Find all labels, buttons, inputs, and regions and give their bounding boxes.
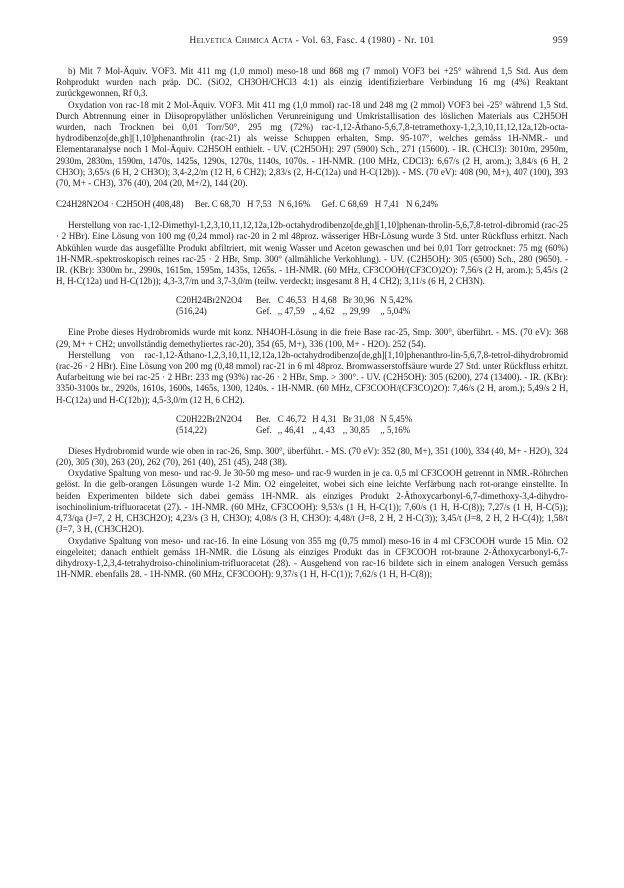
paragraph-cleavage-9: Oxydative Spaltung von meso- und rac-9. Je 30-50 mg meso- und rac-9 wurden in je ca. 0,5 ml CF3COOH getrennt in NMR.-Röhrchen gelöst. In die gelb-orangen Lösungen wurde 1-2 Min. O2 eingeleitet, wobei sich eine leichte Verfärbung nach rot-orange einstellte. In beiden Experimenten bildete sich dabei gemäss 1H-NMR. als einziges Produkt 2-Äthoxycarbonyl-6,7-dimethoxy-3,4-dihydro-isochinolinium-trifluoracetat (27). - 1H-NMR. (60 MHz, CF3COOH): 9,53/s (1 H, H-C(1)); 7,60/s (1 H, H-C(8)); 7,27/s (1 H, H-C(5)); 4,73/qa (J=7, 2 H, CH3CH2O); 4,23/s (3 H, CH3O); 4,08/s (3 H, CH3O): 4,48/t (J=8, 2 H, 2 H-C(3)); 3,45/t (J=8, 2 H, 2 H-C(4)); 1,58/t (J=7, 3 H, (CH3CH2O).: [56, 468, 568, 535]
paragraph-oxidation-rac18: Oxydation von rac-18 mit 2 Mol-Äquiv. VOF3. Mit 411 mg (1,0 mmol) rac-18 und 248 mg (2 mmol) VOF3 bei -25° während 1,5 Std. Durch Abtrennung einer in Diisopropyläther unlöslichen Verunreinigung und Umkristallisation des löslichen Materials aus C2H5OH wurden, nach Trocknen bei 0,01 Torr/50°, 295 mg (72%) rac-1,12-Äthano-5,6,7,8-tetramethoxy-1,2,3,10,11,12,12a,12b-octa-hydrodibenzo[de,gh][1,10]phenanthrolin (rac-21) als weisse Schuppen erhalten, Smp. 95-107°, welches gemäss 1H-NMR.- und Elementaranalyse noch 1 Mol-Äquiv. C2H5OH enthielt. - UV. (C2H5OH): 297 (5900) Sch., 271 (15600). - IR. (CHCl3): 3010m, 2950m, 2930m, 2830m, 1590m, 1470s, 1425s, 1290s, 1270s, 1140s, 1070s. - 1H-NMR. (100 MHz, CDCl3): 6,67/s (2 H, arom.); 3,84/s (6 H, 2 CH3O); 3,65/s (6 H, 2 CH3O); 3,4-2,2/m (12 H, 6 CH2); 2,83/s (2, H-C(12a) und H-C(12b)). - MS. (70 eV): 408 (90, M+), 407 (100), 393 (70, M+ - CH3), 376 (40), 204 (20, M+/2), 144 (20).: [56, 99, 568, 189]
paragraph-free-base-rac25: Eine Probe dieses Hydrobromids wurde mit konz. NH4OH-Lösung in die freie Base rac-25, Smp. 300°, überführt. - MS. (70 eV): 368 (29, M+ + CH2; unvollständig demethyliertes rac-20), 354 (65, M+), 336 (100, M+ - H2O). 252 (54).: [56, 327, 568, 349]
page: [56, 36, 568, 580]
journal-name: Helvetica Chimica Acta: [189, 36, 293, 46]
running-header: [56, 36, 568, 50]
elemental-analysis-3: C20H22Br2N2O4 Ber. C 46,72 H 4,31 Br 31,08 N 5,45% (514,22) Gef. ,, 46,41 ,, 4,43 ,, 30,85 ,, 5,16%: [176, 413, 413, 435]
page-number: 959: [552, 36, 568, 46]
analysis-formula: C20H22Br2N2O4: [176, 413, 243, 424]
paragraph-cleavage-16: Oxydative Spaltung von meso- und rac-16. In eine Lösung von 355 mg (0,75 mmol) meso-16 in 4 ml CF3COOH wurde 15 Min. O2 eingeleitet; danach enthielt gemäss 1H-NMR. die Lösung als einziges Produkt das in CF3COOH rot-braune 2-Äthoxycarbonyl-6,7-dihydroxy-1,2,3,4-tetrahydroiso-chinolinium-trifluoracetat (28). - Ausgehend von rac-16 bildete sich in einem analogen Versuch gemäss 1H-NMR. ebenfalls 28. - 1H-NMR. (60 MHz, CF3COOH): 9,37/s (1 H, H-C(1)); 7,62/s (1 H, H-C(8));: [56, 535, 568, 580]
paragraph-preparation-rac25: Herstellung von rac-1,12-Dimethyl-1,2,3,10,11,12,12a,12b-octahydrodibenzo[de,gh][1,10]phenan-throlin-5,6,7,8-tetrol-dibromid (rac-25 · 2 HBr). Eine Lösung von 100 mg (0,24 mmol) rac-20 in 2 ml 48proz. wässeriger HBr-Lösung wurde 3 Std. unter Rückfluss erhitzt. Nach Abkühlen wurde das ausgefällte Produkt abfiltriert, mit wenig Wasser und Aceton gewaschen und bei 0,01 Torr getrocknet: 75 mg (60%) 1H-NMR.-spektroskopisch reines rac-25 · 2 HBr, Smp. 300° (allmähliche Verkohlung). - UV. (C2H5OH): 305 (6500) Sch., 280 (9650). - IR. (KBr): 3300m br., 2990s, 1615m, 1595m, 1435s, 1265s. - 1H-NMR. (60 MHz, CF3COOH/(CF3CO)2O): 7,56/s (2 H, arom.); 5,45/s (2 H, H-C(12a) und H-C(12b)); 4,3-3,7/m und 3,7-3,0/m (teilw. verdeckt; insgesamt 8 H, 4 CH2); 3,11/s (6 H, 2 CH3N).: [56, 220, 568, 287]
paragraph-preparation-rac26: Herstellung von rac-1,12-Äthano-1,2,3,10,11,12,12a,12b-octahydrodibenzo[de,gh][1,10]phenanthro-lin-5,6,7,8-tetrol-dihydrobromid (rac-26 · 2 HBr). Eine Lösung von 200 mg (0,48 mmol) rac-21 in 6 ml 48proz. Bromwasserstoffsäure wurde 27 Std. unter Rückfluss erhitzt. Aufarbeitung wie bei rac-25 · 2 HBr: 233 mg (93%) rac-26 · 2 HBr, Smp. > 300°. - UV. (C2H5OH): 305 (6200), 274 (13400). - IR. (KBr): 3350-3100s br., 2920s, 1610s, 1600s, 1465s, 1300, 1240s. - 1H-NMR. (60 MHz, CF3COOH/(CF3CO)2O): 7,46/s (2 H, arom.); 5,49/s 2 H, H-C(12a) und H-C(12b)); 4,5-3,0/m (12 H, 6 CH2).: [56, 349, 568, 405]
article-body: [56, 66, 568, 580]
paragraph-oxidation-b: b) Mit 7 Mol-Äquiv. VOF3. Mit 411 mg (1,0 mmol) meso-18 und 868 mg (7 mmol) VOF3 bei +25° während 1,5 Std. Aus dem Rohprodukt wurden nach präp. DC. (SiO2, CH3OH/CHCl3 4:1) als einzig identifizierbare Verbindung 16 mg (4%) Reaktant zurückgewonnen, Rf 0,3.: [56, 66, 568, 99]
analysis-formula: C20H24Br2N2O4: [176, 295, 243, 306]
analysis-mw: (516,24): [176, 306, 207, 317]
analysis-mw: (514,22): [176, 424, 207, 435]
elemental-analysis-1: C24H28N2O4 · C2H5OH (408,48) Ber. C 68,70 H 7,53 N 6,16% Gef. C 68,69 H 7,41 N 6,24%: [56, 199, 438, 210]
paragraph-hydrobromide-rac26: Dieses Hydrobromid wurde wie oben in rac-26, Smp. 300°, überführt. - MS. (70 eV): 352 (80, M+), 351 (100), 334 (40, M+ - H2O), 324 (20), 305 (30), 263 (20), 262 (70), 261 (40), 251 (45), 248 (38).: [56, 445, 568, 468]
elemental-analysis-2: C20H24Br2N2O4 Ber. C 46,53 H 4,68 Br 30,96 N 5,42% (516,24) Gef. ,, 47,59 ,, 4,62 ,, 29,99 ,, 5,04%: [176, 295, 413, 317]
issue-info: - Vol. 63, Fasc. 4 (1980) - Nr. 101: [295, 36, 435, 46]
